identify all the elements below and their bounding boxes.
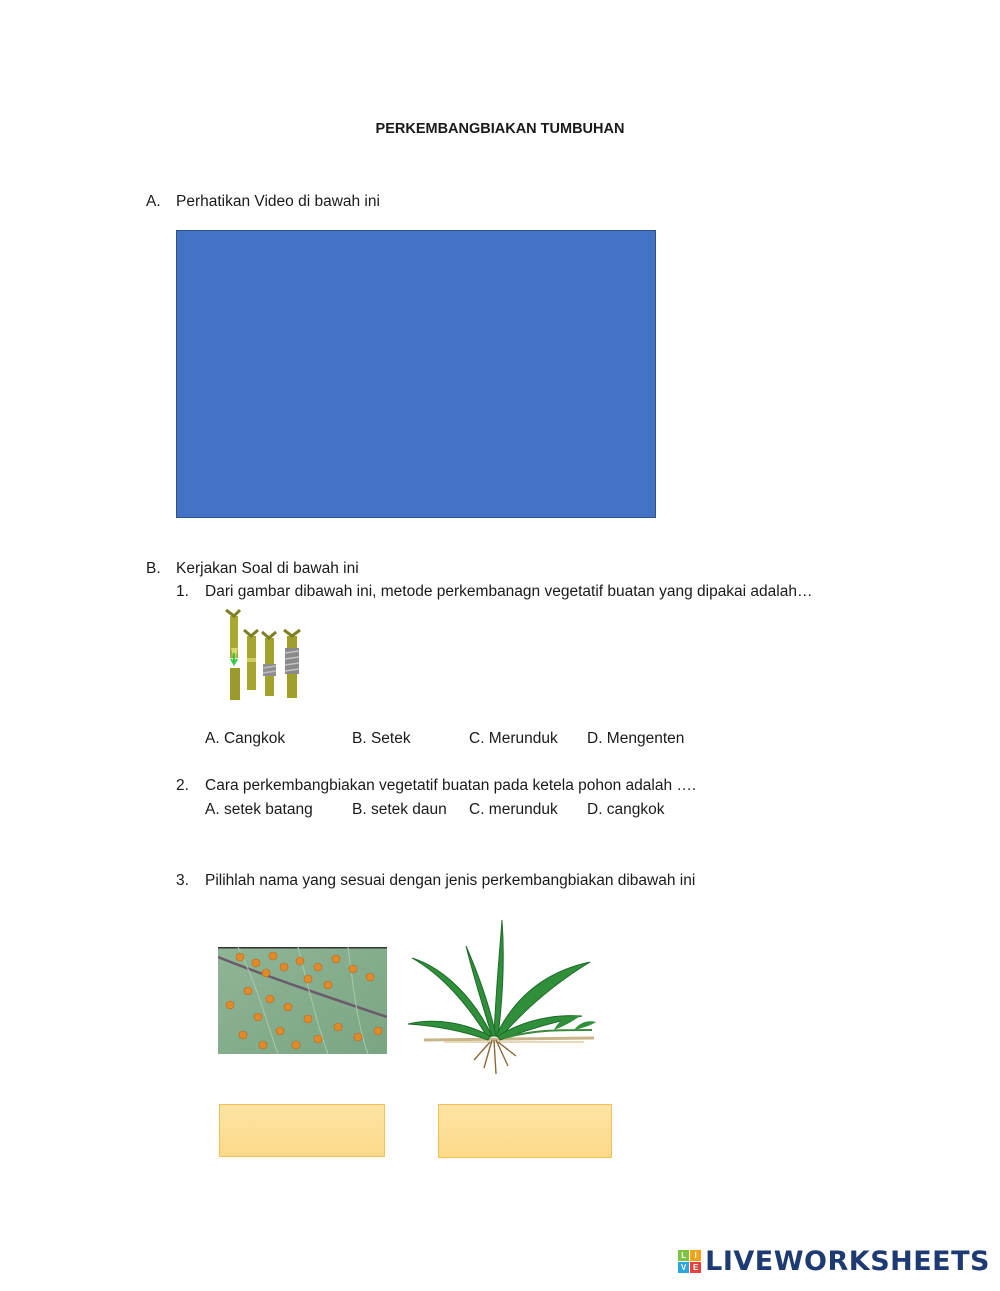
logo-wordmark: LIVEWORKSHEETS bbox=[705, 1246, 990, 1277]
question-1-number: 1. bbox=[176, 583, 189, 600]
question-1-text: Dari gambar dibawah ini, metode perkembanagn vegetatif buatan yang dipakai adalah… bbox=[205, 583, 813, 600]
page-title: PERKEMBANGBIAKAN TUMBUHAN bbox=[375, 121, 625, 137]
logo-tile-e: E bbox=[690, 1262, 701, 1273]
answer-box-1[interactable] bbox=[219, 1104, 385, 1157]
grafting-illustration bbox=[220, 608, 306, 702]
question-1-option-c: C. Merunduk bbox=[469, 730, 558, 747]
answer-box-2[interactable] bbox=[438, 1104, 612, 1158]
question-1-option-b: B. Setek bbox=[352, 730, 411, 747]
question-2-option-d: D. cangkok bbox=[587, 801, 665, 818]
section-a-instruction: Perhatikan Video di bawah ini bbox=[176, 193, 380, 210]
logo-tile-v: V bbox=[678, 1262, 689, 1273]
question-2-option-a: A. setek batang bbox=[205, 801, 313, 818]
section-b-marker: B. bbox=[146, 560, 161, 577]
question-1-option-d: D. Mengenten bbox=[587, 730, 685, 747]
question-1-option-a: A. Cangkok bbox=[205, 730, 286, 747]
question-2-number: 2. bbox=[176, 777, 189, 794]
question-3-number: 3. bbox=[176, 872, 189, 889]
logo-tile-i: I bbox=[690, 1250, 701, 1261]
fern-spores-image bbox=[218, 947, 387, 1054]
question-2-text: Cara perkembangbiakan vegetatif buatan pada ketela pohon adalah …. bbox=[205, 777, 697, 794]
question-2-option-c: C. merunduk bbox=[469, 801, 558, 818]
section-a-marker: A. bbox=[146, 193, 161, 210]
video-player[interactable] bbox=[176, 230, 656, 518]
logo-tile-l: L bbox=[678, 1250, 689, 1261]
question-3-text: Pilihlah nama yang sesuai dengan jenis perkembangbiakan dibawah ini bbox=[205, 872, 696, 889]
section-b-instruction: Kerjakan Soal di bawah ini bbox=[176, 560, 359, 577]
liveworksheets-logo bbox=[678, 1246, 990, 1277]
question-2-option-b: B. setek daun bbox=[352, 801, 447, 818]
logo-tiles-icon bbox=[678, 1250, 701, 1273]
plant-runner-image bbox=[404, 918, 598, 1076]
